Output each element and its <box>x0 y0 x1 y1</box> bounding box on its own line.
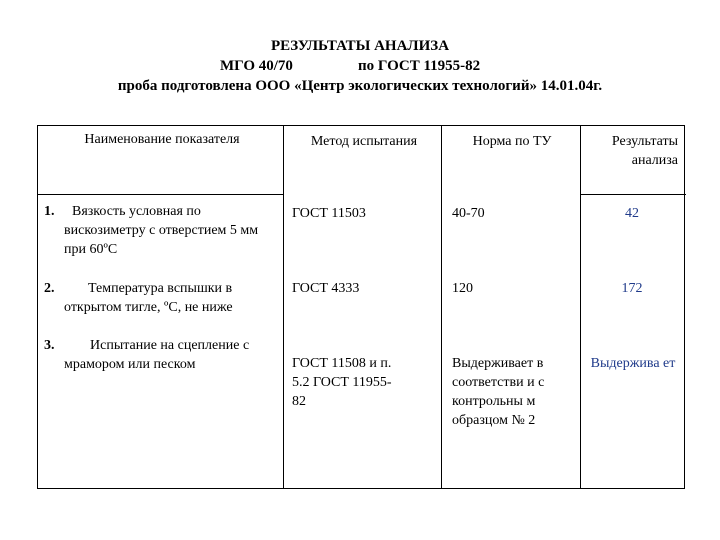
title-block <box>0 38 720 98</box>
col-divider <box>441 126 442 488</box>
row-method: ГОСТ 11508 и п. 5.2 ГОСТ 11955-82 <box>292 356 392 409</box>
results-table <box>37 125 685 489</box>
row-number: 1. <box>44 204 55 219</box>
report-title: РЕЗУЛЬТАТЫ АНАЛИЗА <box>270 38 450 54</box>
sample-info: проба подготовлена ООО «Центр экологических технологий» 14.01.04г. <box>117 78 603 94</box>
col-divider <box>283 126 284 488</box>
header-divider <box>580 194 686 195</box>
header-divider <box>38 194 284 195</box>
row-method: ГОСТ 11503 <box>292 206 366 221</box>
header-name: Наименование показателя <box>84 132 240 147</box>
header-norm: Норма по ТУ <box>472 134 552 149</box>
standard-ref: по ГОСТ 11955-82 <box>358 58 481 74</box>
row-number: 3. <box>44 338 55 353</box>
row-name: Испытание на сцепление с мрамором или песком <box>64 338 250 372</box>
header-method: Метод испытания <box>310 134 418 149</box>
row-name: Температура вспышки в открытом тигле, ºС, не ниже <box>64 281 233 315</box>
product-name: МГО 40/70 <box>220 58 293 74</box>
row-name: Вязкость условная по вискозиметру с отверстием 5 мм при 60ºС <box>64 204 259 257</box>
row-number: 2. <box>44 281 55 296</box>
row-norm: Выдерживает в соответстви и с контрольны м образцом № 2 <box>452 356 545 428</box>
row-result: Выдержива ет <box>590 356 676 371</box>
row-norm: 120 <box>452 281 473 296</box>
row-method: ГОСТ 4333 <box>292 281 360 296</box>
col-divider <box>580 126 581 488</box>
row-result: 172 <box>621 281 643 296</box>
header-result: Результаты анализа <box>611 134 678 168</box>
row-norm: 40-70 <box>452 206 485 221</box>
row-result: 42 <box>625 206 639 221</box>
